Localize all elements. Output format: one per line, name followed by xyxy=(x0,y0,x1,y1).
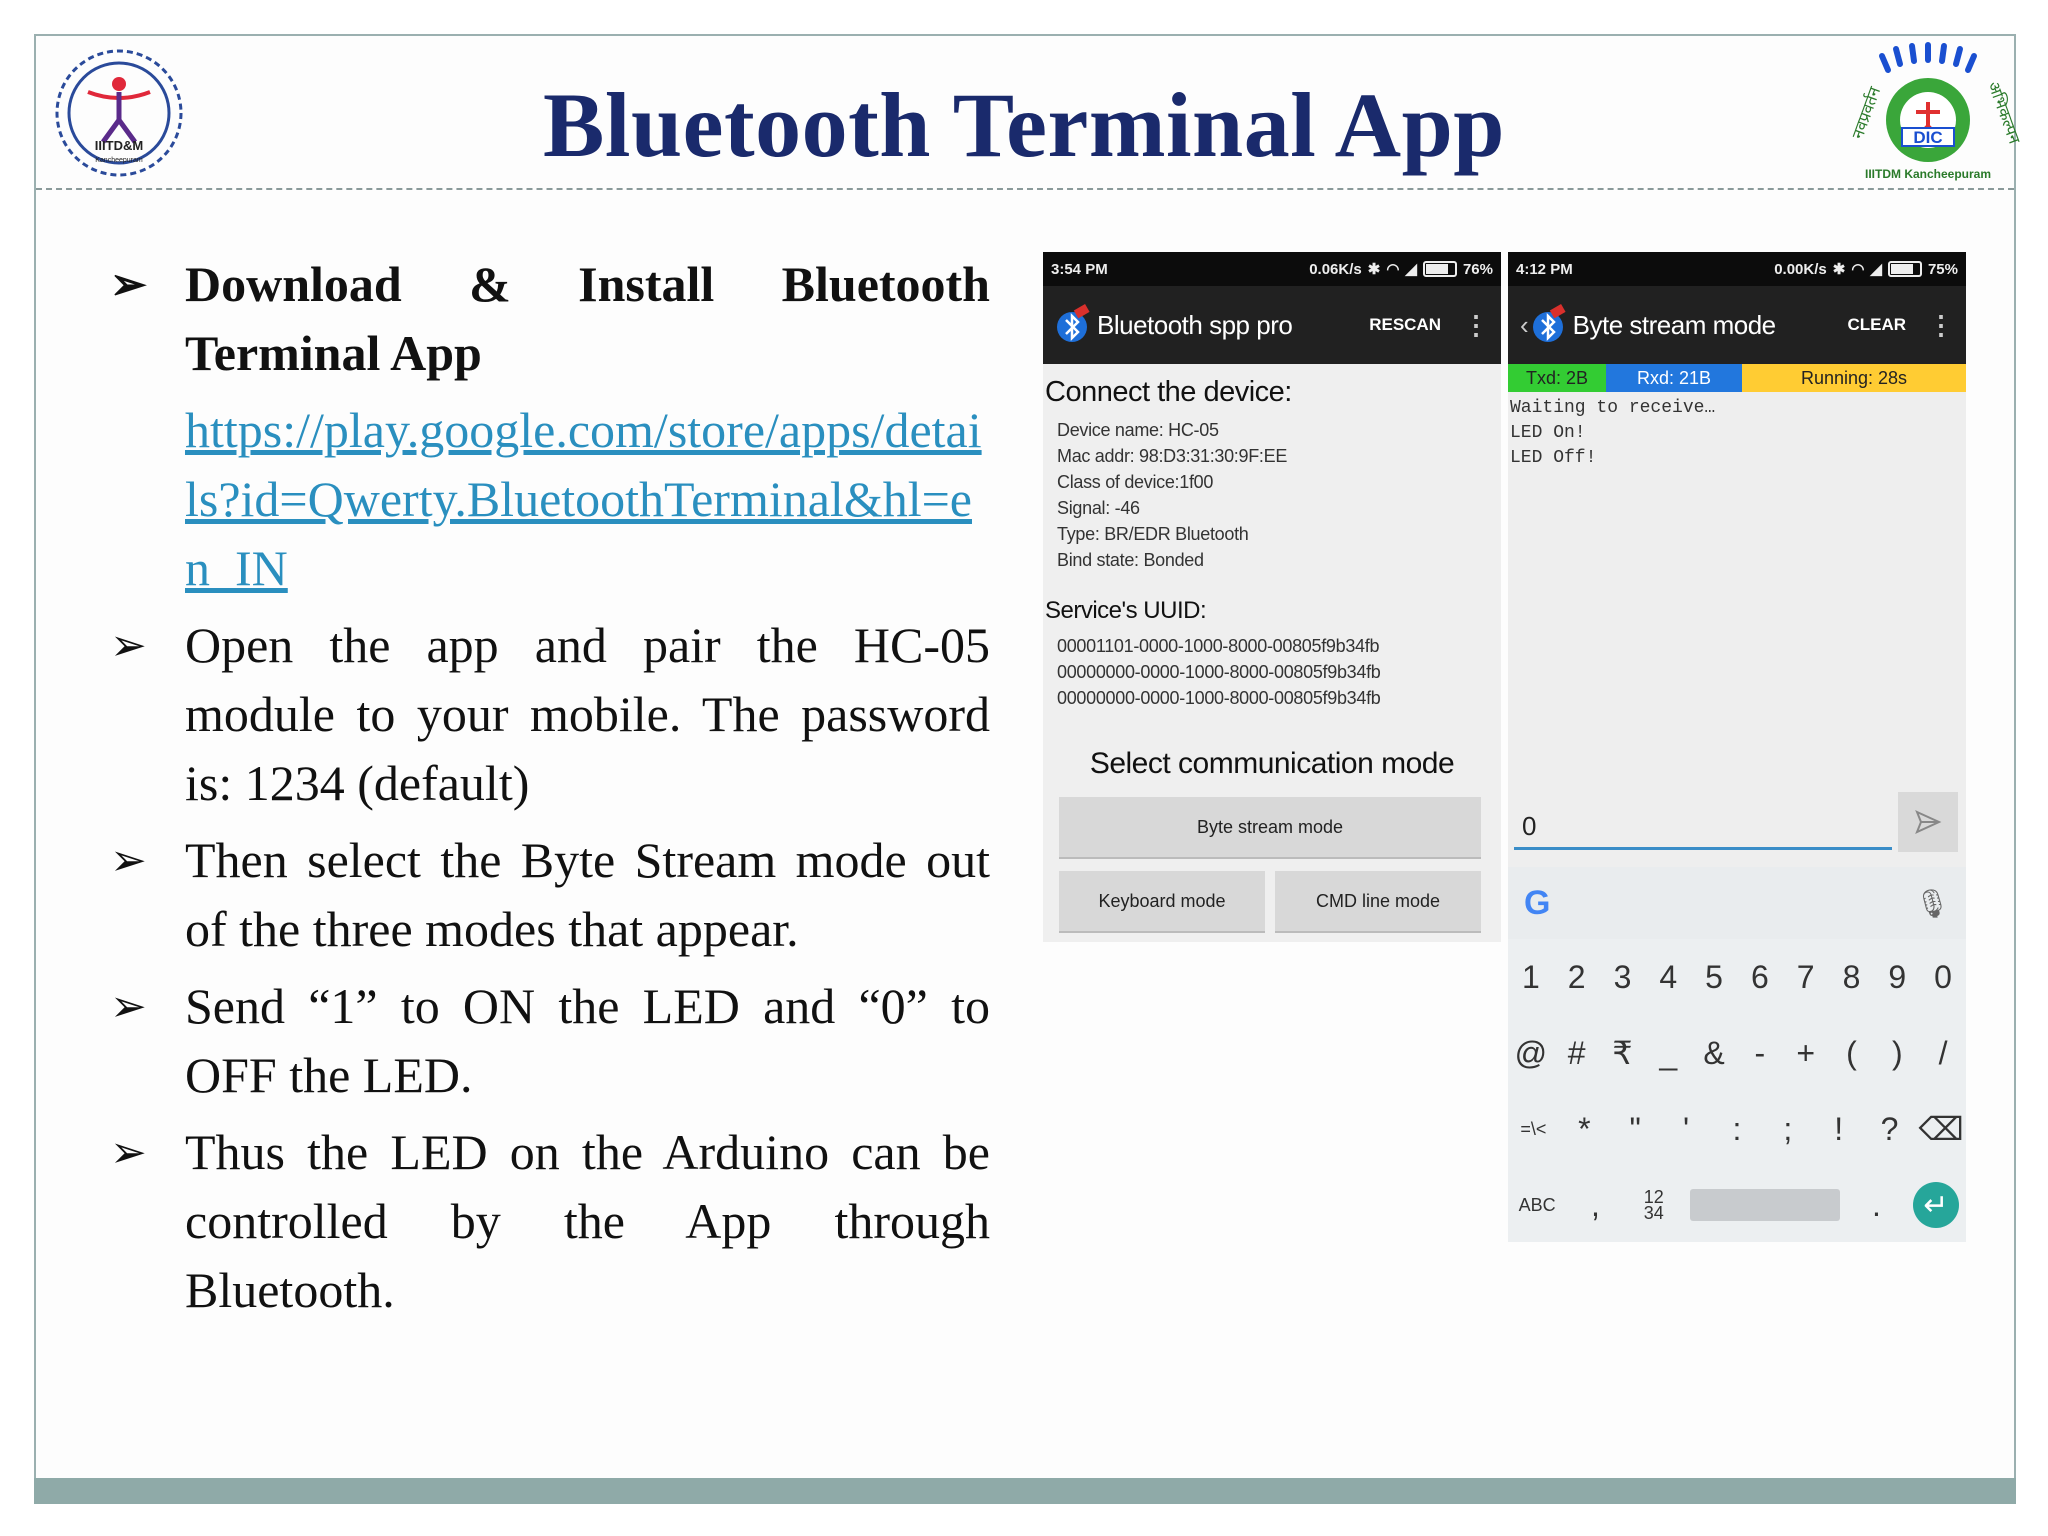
status-time: 3:54 PM xyxy=(1051,260,1108,278)
key[interactable]: ? xyxy=(1880,1110,1899,1147)
key[interactable]: ) xyxy=(1891,1034,1903,1071)
bullet-arrow-icon: ➢ xyxy=(110,621,147,670)
key[interactable]: =\< xyxy=(1520,1118,1547,1139)
device-info-line: Signal: -46 xyxy=(1057,498,1140,518)
app-title: Bluetooth spp pro xyxy=(1097,309,1293,340)
phone-screenshot-byte-stream xyxy=(1508,252,1966,1242)
keyboard-row-numbers xyxy=(1508,939,1966,1015)
kebab-menu-icon[interactable]: ⋮ xyxy=(1463,309,1489,340)
key[interactable]: " xyxy=(1629,1110,1641,1147)
enter-icon[interactable]: ↵ xyxy=(1913,1182,1959,1228)
receive-console xyxy=(1508,392,1966,471)
bullet-text: Download & Install Bluetooth Terminal App xyxy=(185,256,990,381)
battery-icon xyxy=(1423,261,1457,277)
backspace-icon[interactable]: ⌫ xyxy=(1918,1111,1964,1147)
bullet-text: Open the app and pair the HC-05 module to your mobile. The password is: 1234 (default) xyxy=(185,617,990,811)
kebab-menu-icon[interactable]: ⋮ xyxy=(1928,309,1954,340)
dic-logo xyxy=(1847,40,2025,186)
bullet-mode xyxy=(110,826,990,964)
service-uuid-title: Service's UUID: xyxy=(1045,597,1207,624)
select-mode-title: Select communication mode xyxy=(1089,747,1455,780)
logo-left-text: IIITD&M xyxy=(94,138,144,153)
space-key[interactable] xyxy=(1690,1189,1840,1221)
google-icon[interactable]: G xyxy=(1524,883,1551,922)
key[interactable]: & xyxy=(1703,1034,1725,1071)
key[interactable]: # xyxy=(1567,1034,1586,1071)
keyboard-row-symbols xyxy=(1508,1015,1966,1091)
device-info-line: Bind state: Bonded xyxy=(1057,550,1204,570)
key[interactable]: / xyxy=(1938,1034,1948,1071)
device-info-line: Type: BR/EDR Bluetooth xyxy=(1057,524,1249,544)
keyboard-row-punct xyxy=(1508,1091,1966,1167)
key[interactable]: 8 xyxy=(1842,958,1861,995)
key[interactable]: 3 xyxy=(1613,958,1632,995)
send-icon xyxy=(1913,807,1943,837)
play-store-link[interactable]: https://play.google.com/store/apps/details?id=Qwerty.BluetoothTerminal&hl=en_IN xyxy=(185,402,982,596)
bullet-control xyxy=(110,1118,990,1325)
console-line: LED Off! xyxy=(1510,448,1597,468)
device-info-line: Device name: HC-05 xyxy=(1057,420,1219,440)
txd-counter: Txd: 2B xyxy=(1508,364,1606,392)
key[interactable]: ( xyxy=(1846,1034,1857,1071)
send-button[interactable] xyxy=(1898,792,1958,852)
bullet-arrow-icon: ➢ xyxy=(110,260,147,309)
console-line: LED On! xyxy=(1510,423,1586,443)
running-timer: Running: 28s xyxy=(1742,364,1966,392)
slide-footer-bar xyxy=(34,1478,2016,1504)
send-row xyxy=(1508,792,1966,858)
uuid-item: 00001101-0000-1000-8000-00805f9b34fb xyxy=(1057,636,1380,656)
counters-bar xyxy=(1508,364,1966,392)
uuid-item: 00000000-0000-1000-8000-00805f9b34fb xyxy=(1057,688,1381,708)
status-net: 0.00K/s xyxy=(1774,260,1827,278)
bullet-arrow-icon: ➢ xyxy=(110,1128,147,1177)
console-line: Waiting to receive… xyxy=(1510,398,1716,418)
app-bar xyxy=(1508,286,1966,364)
key[interactable]: 9 xyxy=(1888,958,1907,995)
key[interactable]: 7 xyxy=(1796,958,1815,995)
byte-stream-mode-button[interactable]: Byte stream mode xyxy=(1059,797,1481,859)
key[interactable]: - xyxy=(1754,1034,1766,1071)
numpad-key[interactable]: 12 34 xyxy=(1643,1187,1664,1223)
bluetooth-icon: ✱ xyxy=(1367,261,1381,278)
key[interactable]: ; xyxy=(1783,1110,1793,1147)
logo-right-text: DIC xyxy=(1913,128,1943,147)
bullet-send xyxy=(110,972,990,1110)
bullet-text: Thus the LED on the Arduino can be controlled by the App through Bluetooth. xyxy=(185,1124,990,1318)
comma-key[interactable]: , xyxy=(1591,1186,1600,1223)
signal-icon: ◢ xyxy=(1870,261,1882,278)
logo-right-subtext: IIITDM Kancheepuram xyxy=(1864,167,1992,181)
bullet-arrow-icon: ➢ xyxy=(110,836,147,885)
cmd-line-mode-button[interactable]: CMD line mode xyxy=(1275,871,1481,933)
abc-key[interactable]: ABC xyxy=(1518,1194,1556,1215)
bullet-text: Then select the Byte Stream mode out of the three modes that appear. xyxy=(185,832,990,957)
back-icon[interactable]: ‹ xyxy=(1520,309,1529,340)
bluetooth-app-icon xyxy=(1531,305,1565,345)
wifi-icon: ◠ xyxy=(1386,261,1400,278)
battery-icon xyxy=(1888,261,1922,277)
app-bar xyxy=(1043,286,1501,364)
keyboard-suggestion-bar xyxy=(1508,867,1966,939)
key[interactable]: ! xyxy=(1834,1110,1844,1147)
bullet-download xyxy=(110,250,990,603)
clear-button[interactable]: CLEAR xyxy=(1847,315,1906,334)
key[interactable]: ₹ xyxy=(1612,1035,1633,1071)
uuid-list xyxy=(1043,633,1501,711)
logo-right-right-script: अभिकल्पन xyxy=(1984,78,2025,147)
key[interactable]: * xyxy=(1578,1110,1591,1147)
mic-icon[interactable]: 🎙 xyxy=(1914,887,1950,919)
send-input[interactable]: 0 xyxy=(1514,806,1892,850)
key[interactable]: 1 xyxy=(1521,958,1540,995)
uuid-item: 00000000-0000-1000-8000-00805f9b34fb xyxy=(1057,662,1381,682)
period-key[interactable]: . xyxy=(1872,1186,1881,1223)
key[interactable]: ' xyxy=(1683,1110,1690,1147)
bullet-pair xyxy=(110,611,990,818)
bullet-list xyxy=(110,250,990,1333)
slide-title: Bluetooth Terminal App xyxy=(543,74,1505,176)
device-info-line: Mac addr: 98:D3:31:30:9F:EE xyxy=(1057,446,1288,466)
phone-screenshot-spp-pro xyxy=(1043,252,1501,942)
key[interactable]: 5 xyxy=(1705,958,1723,995)
key[interactable]: 4 xyxy=(1659,958,1678,995)
key[interactable]: 2 xyxy=(1567,958,1586,995)
key[interactable]: + xyxy=(1796,1034,1816,1071)
device-info-line: Class of device:1f00 xyxy=(1057,472,1214,492)
bluetooth-app-icon xyxy=(1055,305,1089,345)
status-bar xyxy=(1508,252,1966,286)
status-time: 4:12 PM xyxy=(1516,260,1573,278)
key[interactable]: @ xyxy=(1514,1034,1548,1071)
key[interactable]: : xyxy=(1732,1110,1742,1147)
signal-icon: ◢ xyxy=(1405,261,1417,278)
wifi-icon: ◠ xyxy=(1851,261,1865,278)
connect-title: Connect the device: xyxy=(1045,376,1292,408)
status-bar xyxy=(1043,252,1501,286)
status-battery: 76% xyxy=(1462,260,1493,278)
status-net: 0.06K/s xyxy=(1309,260,1362,278)
header-divider xyxy=(36,188,2014,190)
on-screen-keyboard xyxy=(1508,939,1966,1242)
rescan-button[interactable]: RESCAN xyxy=(1369,315,1441,334)
logo-left-subtext: Kancheepuram xyxy=(95,157,143,164)
device-info xyxy=(1043,417,1501,573)
bullet-arrow-icon: ➢ xyxy=(110,982,147,1031)
app-title: Byte stream mode xyxy=(1572,309,1776,340)
bluetooth-icon: ✱ xyxy=(1832,261,1846,278)
status-battery: 75% xyxy=(1927,260,1958,278)
key[interactable]: 0 xyxy=(1934,958,1952,995)
rxd-counter: Rxd: 21B xyxy=(1606,364,1742,392)
keyboard-row-bottom xyxy=(1508,1167,1966,1243)
bullet-text: Send “1” to ON the LED and “0” to OFF the LED. xyxy=(185,978,990,1103)
logo-right-left-script: नवप्रवर्तन xyxy=(1847,84,1885,142)
keyboard-mode-button[interactable]: Keyboard mode xyxy=(1059,871,1265,933)
key[interactable]: _ xyxy=(1659,1034,1678,1071)
key[interactable]: 6 xyxy=(1750,958,1769,995)
